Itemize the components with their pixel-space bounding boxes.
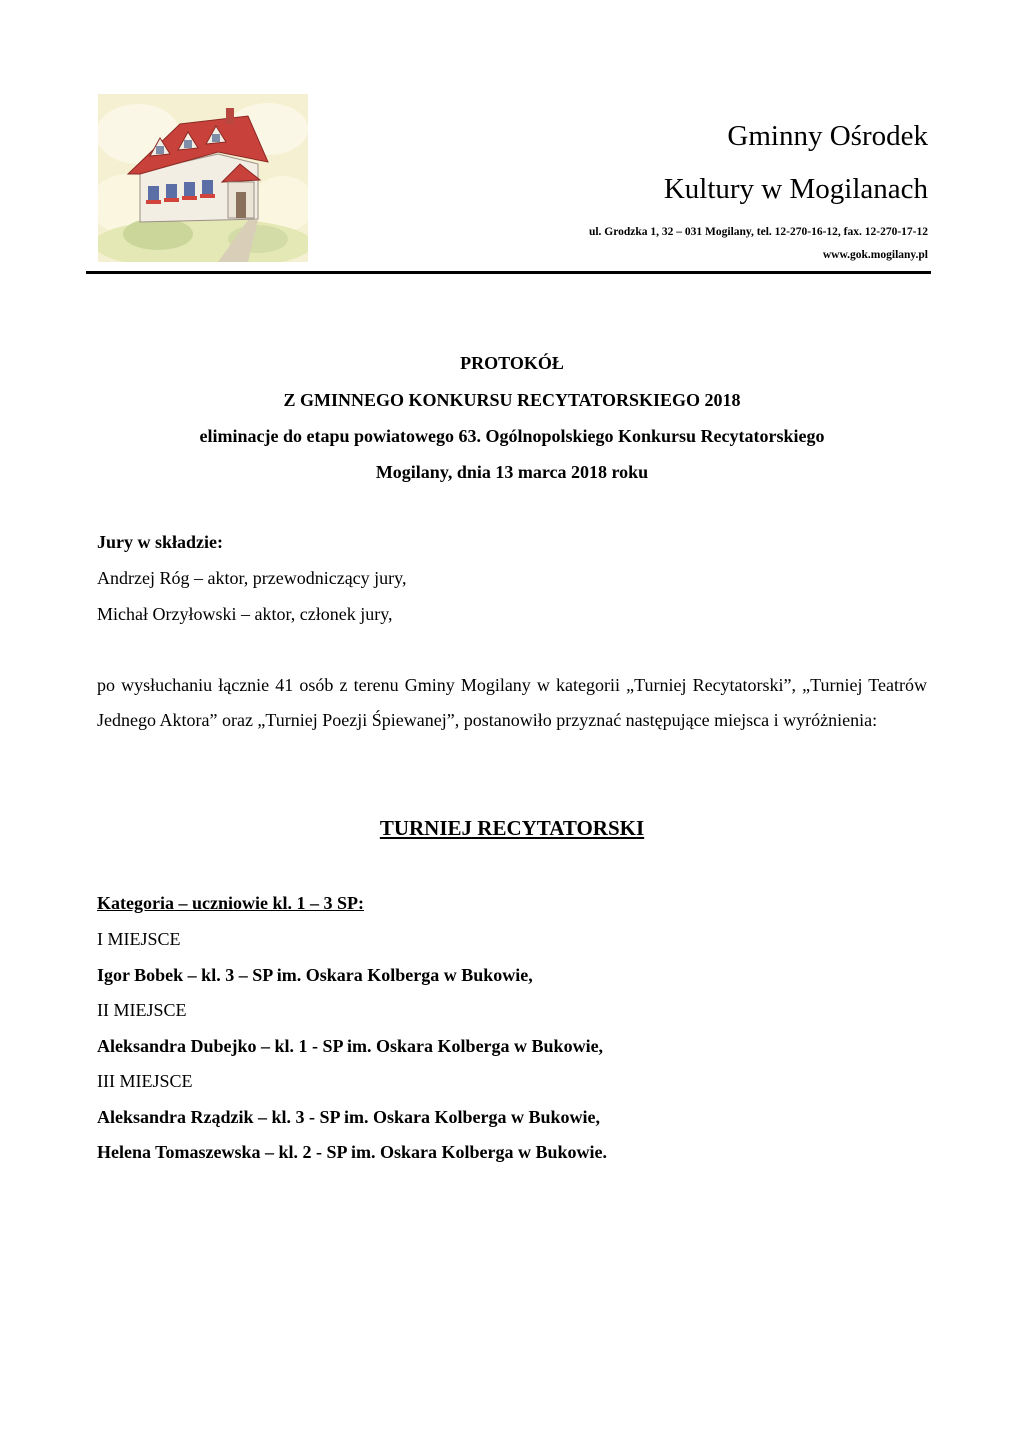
place-label: II MIEJSCE	[97, 1000, 187, 1020]
doc-subtitle-2: eliminacje do etapu powiatowego 63. Ogólnopolskiego Konkursu Recytatorskiego	[199, 426, 825, 446]
letterhead-divider	[86, 271, 931, 274]
doc-date-place: Mogilany, dnia 13 marca 2018 roku	[375, 462, 649, 482]
jury-member: Michał Orzyłowski – aktor, członek jury,	[97, 604, 393, 624]
org-website: www.gok.mogilany.pl	[822, 249, 928, 261]
doc-title: PROTOKÓŁ	[460, 353, 564, 373]
house-watercolor-icon	[98, 94, 308, 262]
doc-subtitle: Z GMINNEGO KONKURSU RECYTATORSKIEGO 2018	[283, 390, 741, 410]
winner-entry: Igor Bobek – kl. 3 – SP im. Oskara Kolberga w Bukowie,	[97, 965, 533, 985]
place-label: III MIEJSCE	[97, 1071, 193, 1091]
place-label: I MIEJSCE	[97, 929, 181, 949]
org-name-line1: Gminny Ośrodek	[727, 120, 928, 152]
intro-paragraph: po wysłuchaniu łącznie 41 osób z terenu Gminy Mogilany w kategorii „Turniej Recytatorski”, „Turniej Teatrów Jednego Aktora” oraz „Turniej Poezji Śpiewanej”, postanowiło przyznać następujące miejsca i wyróżnienia:	[97, 675, 927, 730]
section-title: TURNIEJ RECYTATORSKI	[379, 816, 645, 840]
jury-member: Andrzej Róg – aktor, przewodniczący jury,	[97, 568, 407, 588]
org-name-line2: Kultury w Mogilanach	[663, 173, 928, 205]
winner-entry: Aleksandra Rządzik – kl. 3 - SP im. Oskara Kolberga w Bukowie,	[97, 1107, 601, 1127]
winner-entry: Helena Tomaszewska – kl. 2 - SP im. Oskara Kolberga w Bukowie.	[97, 1142, 608, 1162]
category-heading: Kategoria – uczniowie kl. 1 – 3 SP:	[97, 893, 364, 913]
winner-entry: Aleksandra Dubejko – kl. 1 - SP im. Oskara Kolberga w Bukowie,	[97, 1036, 604, 1056]
org-address: ul. Grodzka 1, 32 – 031 Mogilany, tel. 12-270-16-12, fax. 12-270-17-12	[588, 226, 928, 238]
jury-heading: Jury w składzie:	[97, 532, 223, 552]
